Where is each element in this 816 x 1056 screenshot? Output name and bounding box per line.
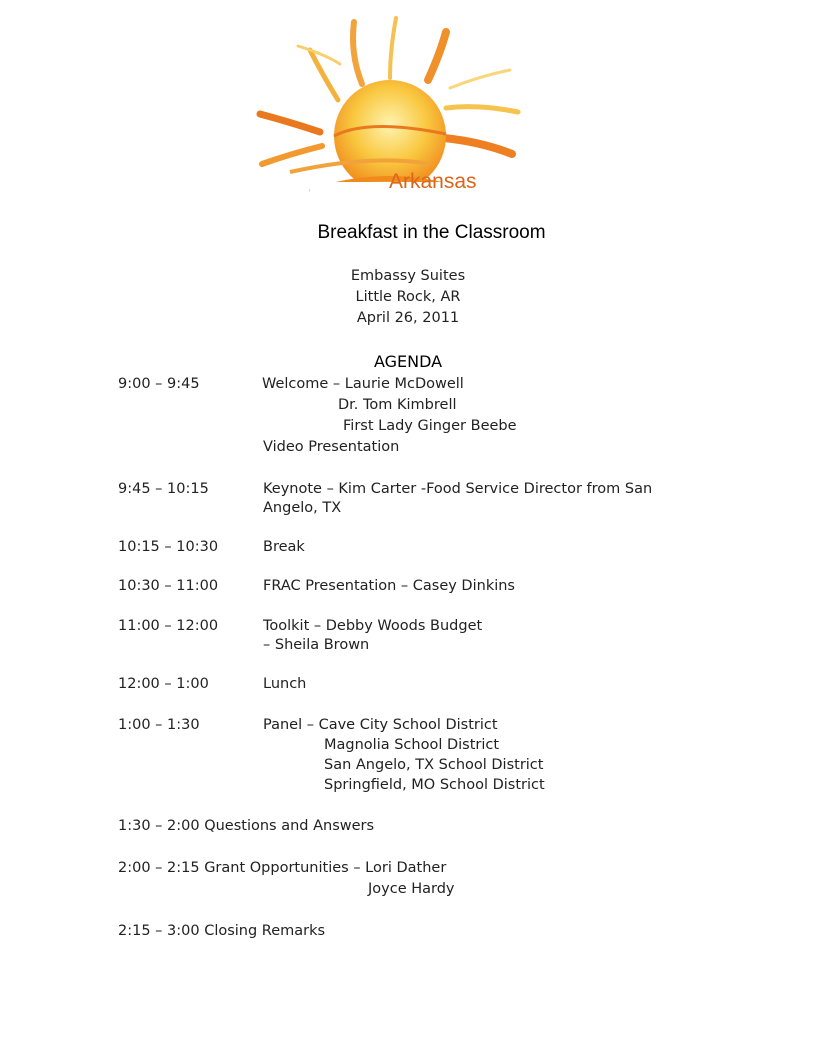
session-line: 2:15 – 3:00 Closing Remarks (118, 923, 326, 939)
page-title: Breakfast in the Classroom (317, 222, 546, 243)
session-item: Dr. Tom Kimbrell (338, 397, 457, 413)
session-time: 12:00 – 1:00 (118, 676, 209, 692)
session-time: 9:00 – 9:45 (118, 376, 200, 392)
session-item: Magnolia School District (324, 737, 500, 753)
session-item: First Lady Ginger Beebe (343, 418, 517, 434)
session-item: Panel – Cave City School District (263, 717, 498, 733)
venue-name: Embassy Suites (350, 268, 466, 284)
session-item: Joyce Hardy (368, 881, 455, 897)
session-time: 9:45 – 10:15 (118, 481, 209, 497)
session-item: Toolkit – Debby Woods Budget (263, 618, 483, 634)
session-item: San Angelo, TX School District (324, 757, 544, 773)
session-line: 1:30 – 2:00 Questions and Answers (118, 818, 375, 834)
session-time: 1:00 – 1:30 (118, 717, 200, 733)
session-item: Lunch (263, 676, 307, 692)
session-item: Welcome – Laurie McDowell (262, 376, 464, 392)
venue-date: April 26, 2011 (356, 310, 460, 326)
session-time: 10:30 – 11:00 (118, 578, 219, 594)
session-item: Keynote – Kim Carter -Food Service Director from San (263, 481, 653, 497)
session-item: Springfield, MO School District (324, 777, 545, 793)
session-item: – Sheila Brown (263, 637, 370, 653)
session-time: 10:15 – 10:30 (118, 539, 219, 555)
session-item: Break (263, 539, 305, 555)
logo-text: Arkansas (389, 170, 477, 193)
agenda-heading: AGENDA (373, 352, 443, 371)
session-item: FRAC Presentation – Casey Dinkins (263, 578, 515, 594)
session-item: Angelo, TX (263, 500, 342, 516)
session-time: 11:00 – 12:00 (118, 618, 219, 634)
venue-city: Little Rock, AR (355, 289, 461, 305)
session-item: Video Presentation (263, 439, 400, 455)
session-line: 2:00 – 2:15 Grant Opportunities – Lori Dather (118, 860, 447, 876)
